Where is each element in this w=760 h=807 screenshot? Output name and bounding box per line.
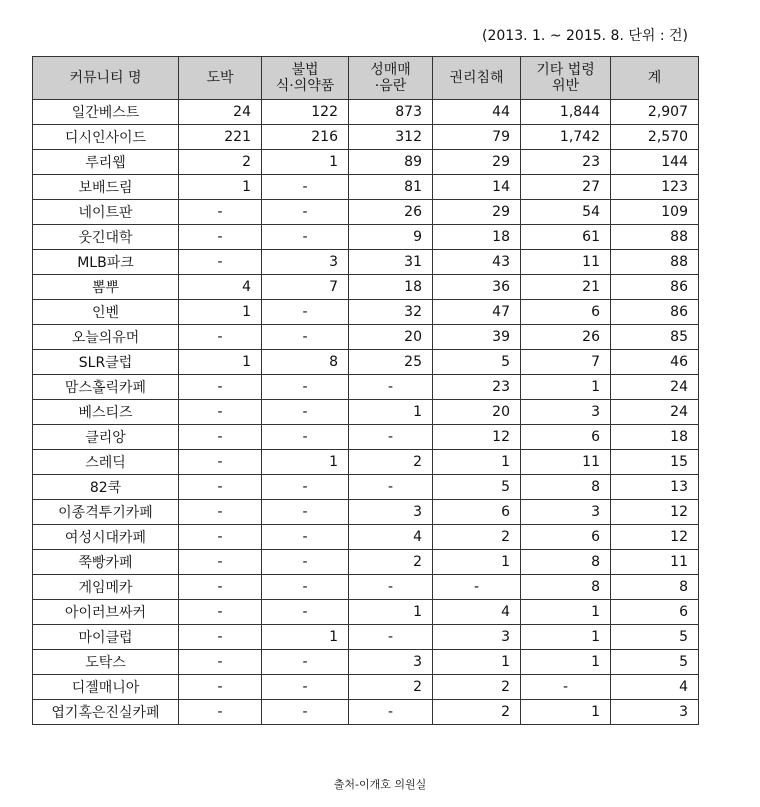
count-cell: - bbox=[262, 375, 349, 400]
count-cell: 1 bbox=[349, 400, 433, 425]
count-cell: 1 bbox=[521, 700, 611, 725]
count-cell: 81 bbox=[349, 175, 433, 200]
community-name-cell: 여성시대카페 bbox=[33, 525, 179, 550]
count-cell: - bbox=[262, 600, 349, 625]
count-cell: 144 bbox=[611, 150, 699, 175]
count-cell: 4 bbox=[433, 600, 521, 625]
count-cell: 2 bbox=[433, 700, 521, 725]
table-row bbox=[33, 650, 699, 675]
count-cell: 1 bbox=[433, 650, 521, 675]
table-row bbox=[33, 475, 699, 500]
count-cell: 23 bbox=[433, 375, 521, 400]
count-cell: - bbox=[179, 575, 262, 600]
count-cell: 1 bbox=[521, 650, 611, 675]
column-header: 불법 식·의약품 bbox=[262, 57, 349, 100]
count-cell: 11 bbox=[611, 550, 699, 575]
community-name-cell: 도탁스 bbox=[33, 650, 179, 675]
count-cell: 3 bbox=[262, 250, 349, 275]
count-cell: 1 bbox=[521, 375, 611, 400]
count-cell: 216 bbox=[262, 125, 349, 150]
count-cell: - bbox=[262, 200, 349, 225]
count-cell: - bbox=[262, 675, 349, 700]
table-row bbox=[33, 350, 699, 375]
count-cell: 5 bbox=[611, 625, 699, 650]
count-cell: - bbox=[521, 675, 611, 700]
count-cell: 4 bbox=[179, 275, 262, 300]
count-cell: 61 bbox=[521, 225, 611, 250]
count-cell: - bbox=[179, 200, 262, 225]
count-cell: 6 bbox=[521, 525, 611, 550]
count-cell: 3 bbox=[349, 500, 433, 525]
count-cell: - bbox=[179, 650, 262, 675]
table-row bbox=[33, 300, 699, 325]
table-row bbox=[33, 600, 699, 625]
count-cell: - bbox=[262, 525, 349, 550]
community-name-cell: MLB파크 bbox=[33, 250, 179, 275]
count-cell: - bbox=[262, 575, 349, 600]
count-cell: 2 bbox=[349, 550, 433, 575]
count-cell: 3 bbox=[521, 400, 611, 425]
community-name-cell: 스레딕 bbox=[33, 450, 179, 475]
count-cell: 31 bbox=[349, 250, 433, 275]
count-cell: 39 bbox=[433, 325, 521, 350]
count-cell: 1 bbox=[349, 600, 433, 625]
count-cell: - bbox=[262, 500, 349, 525]
community-name-cell: 네이트판 bbox=[33, 200, 179, 225]
count-cell: 44 bbox=[433, 100, 521, 125]
community-name-cell: 디젤매니아 bbox=[33, 675, 179, 700]
count-cell: 7 bbox=[262, 275, 349, 300]
count-cell: 8 bbox=[521, 550, 611, 575]
community-name-cell: 웃긴대학 bbox=[33, 225, 179, 250]
column-header: 커뮤니티 명 bbox=[33, 57, 179, 100]
count-cell: 2 bbox=[349, 450, 433, 475]
count-cell: 13 bbox=[611, 475, 699, 500]
community-name-cell: 인벤 bbox=[33, 300, 179, 325]
count-cell: - bbox=[262, 300, 349, 325]
count-cell: 12 bbox=[611, 525, 699, 550]
community-name-cell: 보배드림 bbox=[33, 175, 179, 200]
count-cell: - bbox=[262, 700, 349, 725]
table-row bbox=[33, 575, 699, 600]
table-row bbox=[33, 450, 699, 475]
count-cell: - bbox=[179, 425, 262, 450]
table-row bbox=[33, 175, 699, 200]
count-cell: 109 bbox=[611, 200, 699, 225]
count-cell: 29 bbox=[433, 200, 521, 225]
community-name-cell: 82쿡 bbox=[33, 475, 179, 500]
table-row bbox=[33, 500, 699, 525]
count-cell: 8 bbox=[611, 575, 699, 600]
column-header: 기타 법령 위반 bbox=[521, 57, 611, 100]
count-cell: - bbox=[262, 175, 349, 200]
count-cell: 11 bbox=[521, 450, 611, 475]
count-cell: 1,844 bbox=[521, 100, 611, 125]
community-name-cell: 디시인사이드 bbox=[33, 125, 179, 150]
table-row bbox=[33, 225, 699, 250]
count-cell: 20 bbox=[433, 400, 521, 425]
count-cell: 12 bbox=[611, 500, 699, 525]
count-cell: 6 bbox=[611, 600, 699, 625]
count-cell: 46 bbox=[611, 350, 699, 375]
count-cell: 5 bbox=[433, 475, 521, 500]
count-cell: - bbox=[349, 575, 433, 600]
count-cell: 26 bbox=[349, 200, 433, 225]
count-cell: 1 bbox=[262, 625, 349, 650]
count-cell: 2,907 bbox=[611, 100, 699, 125]
count-cell: 15 bbox=[611, 450, 699, 475]
count-cell: - bbox=[179, 225, 262, 250]
count-cell: 1,742 bbox=[521, 125, 611, 150]
count-cell: 88 bbox=[611, 225, 699, 250]
count-cell: 20 bbox=[349, 325, 433, 350]
table-row bbox=[33, 400, 699, 425]
count-cell: 24 bbox=[611, 400, 699, 425]
count-cell: 86 bbox=[611, 275, 699, 300]
table-row bbox=[33, 150, 699, 175]
count-cell: 47 bbox=[433, 300, 521, 325]
community-name-cell: 뽐뿌 bbox=[33, 275, 179, 300]
table-row bbox=[33, 325, 699, 350]
count-cell: - bbox=[179, 450, 262, 475]
count-cell: 3 bbox=[349, 650, 433, 675]
count-cell: - bbox=[179, 475, 262, 500]
source-note: 출처-이개호 의원실 bbox=[333, 778, 427, 791]
count-cell: 221 bbox=[179, 125, 262, 150]
count-cell: 21 bbox=[521, 275, 611, 300]
table-row bbox=[33, 125, 699, 150]
count-cell: 8 bbox=[521, 475, 611, 500]
count-cell: - bbox=[262, 425, 349, 450]
table-row bbox=[33, 625, 699, 650]
count-cell: 2 bbox=[433, 675, 521, 700]
count-cell: - bbox=[262, 550, 349, 575]
count-cell: 123 bbox=[611, 175, 699, 200]
count-cell: - bbox=[179, 400, 262, 425]
count-cell: 9 bbox=[349, 225, 433, 250]
table-row bbox=[33, 550, 699, 575]
count-cell: - bbox=[433, 575, 521, 600]
count-cell: - bbox=[262, 475, 349, 500]
count-cell: - bbox=[262, 225, 349, 250]
count-cell: 312 bbox=[349, 125, 433, 150]
table-row bbox=[33, 675, 699, 700]
community-name-cell: 이종격투기카페 bbox=[33, 500, 179, 525]
count-cell: 2 bbox=[179, 150, 262, 175]
community-name-cell: 아이러브싸커 bbox=[33, 600, 179, 625]
community-name-cell: 엽기혹은진실카페 bbox=[33, 700, 179, 725]
count-cell: 18 bbox=[611, 425, 699, 450]
count-cell: 14 bbox=[433, 175, 521, 200]
count-cell: 88 bbox=[611, 250, 699, 275]
count-cell: - bbox=[349, 625, 433, 650]
count-cell: - bbox=[349, 425, 433, 450]
count-cell: - bbox=[262, 650, 349, 675]
count-cell: 6 bbox=[521, 300, 611, 325]
count-cell: 2 bbox=[433, 525, 521, 550]
count-cell: 8 bbox=[262, 350, 349, 375]
table-row bbox=[33, 250, 699, 275]
count-cell: 1 bbox=[262, 450, 349, 475]
table-row bbox=[33, 375, 699, 400]
count-cell: 5 bbox=[433, 350, 521, 375]
table-row bbox=[33, 700, 699, 725]
count-cell: - bbox=[179, 675, 262, 700]
community-name-cell: SLR클럽 bbox=[33, 350, 179, 375]
count-cell: 6 bbox=[433, 500, 521, 525]
community-name-cell: 마이클럽 bbox=[33, 625, 179, 650]
count-cell: 24 bbox=[179, 100, 262, 125]
count-cell: - bbox=[179, 600, 262, 625]
table-row bbox=[33, 100, 699, 125]
community-name-cell: 오늘의유머 bbox=[33, 325, 179, 350]
count-cell: 122 bbox=[262, 100, 349, 125]
count-cell: - bbox=[349, 475, 433, 500]
count-cell: 18 bbox=[433, 225, 521, 250]
count-cell: 24 bbox=[611, 375, 699, 400]
count-cell: 873 bbox=[349, 100, 433, 125]
count-cell: - bbox=[349, 700, 433, 725]
count-cell: - bbox=[179, 500, 262, 525]
community-name-cell: 쭉빵카페 bbox=[33, 550, 179, 575]
count-cell: 11 bbox=[521, 250, 611, 275]
unit-period-note: (2013. 1. ~ 2015. 8. 단위 : 건) bbox=[482, 28, 688, 44]
community-name-cell: 일간베스트 bbox=[33, 100, 179, 125]
count-cell: 54 bbox=[521, 200, 611, 225]
count-cell: - bbox=[179, 325, 262, 350]
count-cell: 1 bbox=[179, 175, 262, 200]
table-row bbox=[33, 525, 699, 550]
table-row bbox=[33, 200, 699, 225]
count-cell: 4 bbox=[349, 525, 433, 550]
count-cell: 1 bbox=[521, 600, 611, 625]
count-cell: 5 bbox=[611, 650, 699, 675]
count-cell: 86 bbox=[611, 300, 699, 325]
community-name-cell: 게임메카 bbox=[33, 575, 179, 600]
column-header: 도박 bbox=[179, 57, 262, 100]
count-cell: 27 bbox=[521, 175, 611, 200]
count-cell: 1 bbox=[262, 150, 349, 175]
count-cell: 43 bbox=[433, 250, 521, 275]
count-cell: 29 bbox=[433, 150, 521, 175]
count-cell: - bbox=[262, 400, 349, 425]
count-cell: - bbox=[262, 325, 349, 350]
count-cell: - bbox=[179, 250, 262, 275]
community-name-cell: 클리앙 bbox=[33, 425, 179, 450]
count-cell: 12 bbox=[433, 425, 521, 450]
count-cell: 6 bbox=[521, 425, 611, 450]
count-cell: 85 bbox=[611, 325, 699, 350]
column-header: 계 bbox=[611, 57, 699, 100]
table-row bbox=[33, 425, 699, 450]
count-cell: 23 bbox=[521, 150, 611, 175]
table-body bbox=[33, 100, 699, 725]
count-cell: 3 bbox=[433, 625, 521, 650]
count-cell: - bbox=[179, 375, 262, 400]
count-cell: 8 bbox=[521, 575, 611, 600]
count-cell: - bbox=[179, 525, 262, 550]
community-name-cell: 루리웹 bbox=[33, 150, 179, 175]
count-cell: 1 bbox=[179, 350, 262, 375]
count-cell: 26 bbox=[521, 325, 611, 350]
count-cell: 3 bbox=[611, 700, 699, 725]
column-header: 성매매 ·음란 bbox=[349, 57, 433, 100]
table-row bbox=[33, 275, 699, 300]
count-cell: - bbox=[179, 550, 262, 575]
count-cell: 79 bbox=[433, 125, 521, 150]
count-cell: 32 bbox=[349, 300, 433, 325]
count-cell: 2 bbox=[349, 675, 433, 700]
count-cell: 1 bbox=[179, 300, 262, 325]
count-cell: 4 bbox=[611, 675, 699, 700]
column-header: 권리침해 bbox=[433, 57, 521, 100]
count-cell: 2,570 bbox=[611, 125, 699, 150]
count-cell: 1 bbox=[433, 450, 521, 475]
count-cell: 36 bbox=[433, 275, 521, 300]
count-cell: 1 bbox=[433, 550, 521, 575]
community-violation-table bbox=[32, 56, 699, 725]
table-header-row bbox=[33, 57, 699, 100]
count-cell: - bbox=[179, 700, 262, 725]
count-cell: - bbox=[179, 625, 262, 650]
count-cell: 18 bbox=[349, 275, 433, 300]
count-cell: 89 bbox=[349, 150, 433, 175]
count-cell: - bbox=[349, 375, 433, 400]
count-cell: 3 bbox=[521, 500, 611, 525]
community-name-cell: 맘스홀릭카페 bbox=[33, 375, 179, 400]
count-cell: 7 bbox=[521, 350, 611, 375]
community-name-cell: 베스티즈 bbox=[33, 400, 179, 425]
count-cell: 25 bbox=[349, 350, 433, 375]
count-cell: 1 bbox=[521, 625, 611, 650]
